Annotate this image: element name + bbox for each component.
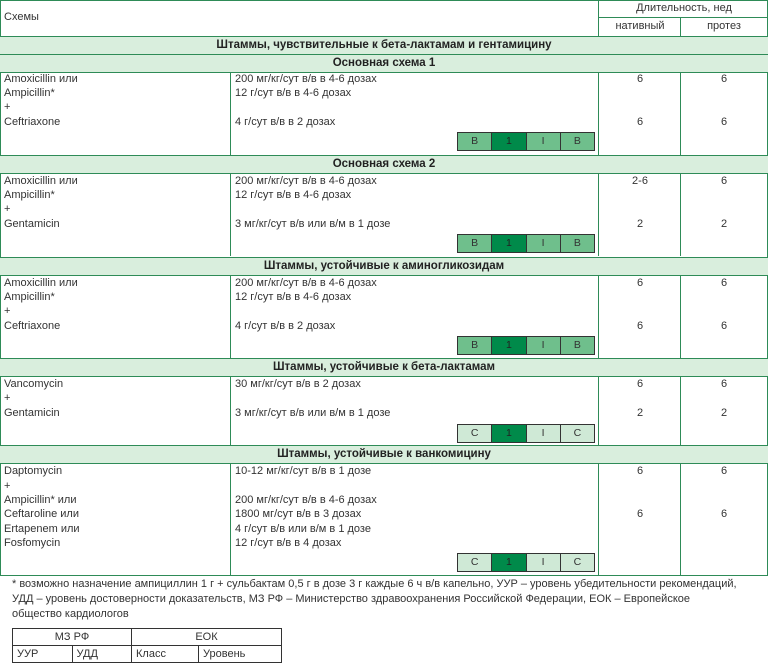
grade-class: I xyxy=(527,133,561,150)
prosthesis-weeks: 6 xyxy=(720,508,728,520)
grade-udd: 1 xyxy=(492,133,526,150)
plus-sign: + xyxy=(4,392,11,404)
drug-name: Amoxicillin или xyxy=(4,73,78,85)
drug-name: Vancomycin xyxy=(4,378,64,390)
native-weeks: 6 xyxy=(636,378,644,390)
prosthesis-weeks: 2 xyxy=(720,218,728,230)
section-subtitle: Основная схема 2 xyxy=(0,156,768,173)
drug-name: Ertapenem или xyxy=(4,523,80,535)
drug-name: Amoxicillin или xyxy=(4,175,78,187)
col-divider xyxy=(598,376,599,445)
prosthesis-weeks: 6 xyxy=(720,465,728,477)
dose-text: 200 мг/кг/сут в/в в 4-6 дозах xyxy=(235,494,377,506)
grade-class: I xyxy=(527,235,561,252)
col-divider xyxy=(598,173,599,256)
dose-text: 200 мг/кг/сут в/в в 4-6 дозах xyxy=(235,73,377,85)
grade-class: I xyxy=(527,554,561,571)
plus-sign: + xyxy=(4,480,11,492)
drug-name: Gentamicin xyxy=(4,407,60,419)
grade-level: B xyxy=(561,133,594,150)
drug-name: Ceftriaxone xyxy=(4,320,61,332)
left-border xyxy=(0,0,1,575)
col-divider xyxy=(230,72,231,155)
native-weeks: 6 xyxy=(636,73,644,85)
col-divider xyxy=(598,72,599,155)
native-weeks: 2 xyxy=(636,218,644,230)
drug-name: Ampicillin* xyxy=(4,291,55,303)
native-weeks: 6 xyxy=(636,116,644,128)
drug-name: Gentamicin xyxy=(4,218,60,230)
grade-udd: 1 xyxy=(492,337,526,354)
evidence-grade xyxy=(457,234,595,253)
native-weeks: 6 xyxy=(636,465,644,477)
grade-udd: 1 xyxy=(492,425,526,442)
abbreviation-legend xyxy=(12,628,282,663)
col-divider xyxy=(680,173,681,256)
dose-text: 12 г/сут в/в в 4-6 дозах xyxy=(235,87,352,99)
prosthesis-weeks: 6 xyxy=(720,73,728,85)
divider xyxy=(0,173,768,174)
divider xyxy=(0,463,768,464)
grade-udd: 1 xyxy=(492,235,526,252)
grade-uur: C xyxy=(458,425,492,442)
grade-udd: 1 xyxy=(492,554,526,571)
col-divider xyxy=(230,275,231,358)
evidence-grade xyxy=(457,132,595,151)
grade-level: B xyxy=(561,235,594,252)
dose-text: 4 г/сут в/в в 2 дозах xyxy=(235,116,336,128)
dose-text: 200 мг/кг/сут в/в в 4-6 дозах xyxy=(235,277,377,289)
section-title: Штаммы, устойчивые к бета-лактамам xyxy=(0,359,768,376)
col-divider xyxy=(598,275,599,358)
drug-name: Daptomycin xyxy=(4,465,63,477)
top-border xyxy=(0,0,768,1)
section-title: Штаммы, устойчивые к аминогликозидам xyxy=(0,258,768,275)
prosthesis-weeks: 6 xyxy=(720,116,728,128)
plus-sign: + xyxy=(4,203,11,215)
prosthesis-weeks: 6 xyxy=(720,175,728,187)
prosthesis-weeks: 6 xyxy=(720,320,728,332)
legend-udd: УДД xyxy=(72,646,132,663)
col-divider xyxy=(680,275,681,358)
header-schemes: Схемы xyxy=(4,11,39,23)
col-divider xyxy=(230,173,231,256)
col-divider-native xyxy=(680,17,681,36)
legend-uur: УУР xyxy=(13,646,73,663)
plus-sign: + xyxy=(4,101,11,113)
evidence-grade xyxy=(457,336,595,355)
grade-level: B xyxy=(561,337,594,354)
prosthesis-weeks: 2 xyxy=(720,407,728,419)
grade-level: C xyxy=(561,425,594,442)
native-weeks: 6 xyxy=(636,508,644,520)
divider xyxy=(0,275,768,276)
col-divider xyxy=(680,72,681,155)
footnote: * возможно назначение ампициллин 1 г + сульбактам 0,5 г в дозе 3 г каждые 6 ч в/в капельно, УУР – уровень убедительности рекомендаций, УДД – уровень достоверности доказательств, МЗ РФ – Министерство здравоохранения Российской Федерации, ЕОК – Европейское общество кардиологов xyxy=(12,578,737,620)
dose-text: 10-12 мг/кг/сут в/в в 1 дозе xyxy=(235,465,372,477)
dose-text: 200 мг/кг/сут в/в в 4-6 дозах xyxy=(235,175,377,187)
dose-text: 3 мг/кг/сут в/в или в/м в 1 дозе xyxy=(235,218,391,230)
evidence-grade xyxy=(457,424,595,443)
plus-sign: + xyxy=(4,305,11,317)
dose-text: 12 г/сут в/в в 4-6 дозах xyxy=(235,189,352,201)
divider xyxy=(0,376,768,377)
legend-level: Уровень xyxy=(199,646,282,663)
grade-uur: C xyxy=(458,554,492,571)
dose-text: 4 г/сут в/в в 2 дозах xyxy=(235,320,336,332)
grade-class: I xyxy=(527,425,561,442)
legend-class: Класс xyxy=(132,646,199,663)
header-native: нативный xyxy=(615,20,665,32)
dose-text: 30 мг/кг/сут в/в в 2 дозах xyxy=(235,378,361,390)
drug-name: Ampicillin* или xyxy=(4,494,77,506)
section-title: Штаммы, чувствительные к бета-лактамам и гентамицину xyxy=(0,37,768,54)
grade-uur: B xyxy=(458,235,492,252)
col-divider xyxy=(230,376,231,445)
drug-name: Ampicillin* xyxy=(4,189,55,201)
section-subtitle: Основная схема 1 xyxy=(0,55,768,72)
section-title: Штаммы, устойчивые к ванкомицину xyxy=(0,446,768,463)
col-divider xyxy=(680,376,681,445)
native-weeks: 2-6 xyxy=(632,175,648,187)
dose-text: 3 мг/кг/сут в/в или в/м в 1 дозе xyxy=(235,407,391,419)
grade-level: C xyxy=(561,554,594,571)
col-divider xyxy=(680,463,681,575)
drug-name: Fosfomycin xyxy=(4,537,61,549)
col-divider xyxy=(598,463,599,575)
header-duration: Длительность, нед xyxy=(636,2,732,14)
native-weeks: 6 xyxy=(636,320,644,332)
drug-name: Ampicillin* xyxy=(4,87,55,99)
dose-text: 1800 мг/сут в/в в 3 дозах xyxy=(235,508,362,520)
grade-uur: B xyxy=(458,337,492,354)
header-divider xyxy=(598,17,768,18)
prosthesis-weeks: 6 xyxy=(720,277,728,289)
dose-text: 12 г/сут в/в в 4-6 дозах xyxy=(235,291,352,303)
grade-uur: B xyxy=(458,133,492,150)
col-divider xyxy=(230,463,231,575)
dose-text: 4 г/сут в/в или в/м в 1 дозе xyxy=(235,523,371,535)
grade-class: I xyxy=(527,337,561,354)
native-weeks: 2 xyxy=(636,407,644,419)
drug-name: Ceftaroline или xyxy=(4,508,79,520)
legend-eok: ЕОК xyxy=(132,629,282,646)
drug-name: Ceftriaxone xyxy=(4,116,61,128)
prosthesis-weeks: 6 xyxy=(720,378,728,390)
divider xyxy=(0,575,768,576)
native-weeks: 6 xyxy=(636,277,644,289)
legend-mz: МЗ РФ xyxy=(13,629,132,646)
header-prosthesis: протез xyxy=(707,20,741,32)
evidence-grade xyxy=(457,553,595,572)
drug-name: Amoxicillin или xyxy=(4,277,78,289)
dose-text: 12 г/сут в/в в 4 дозах xyxy=(235,537,342,549)
col-divider-duration xyxy=(598,0,599,36)
